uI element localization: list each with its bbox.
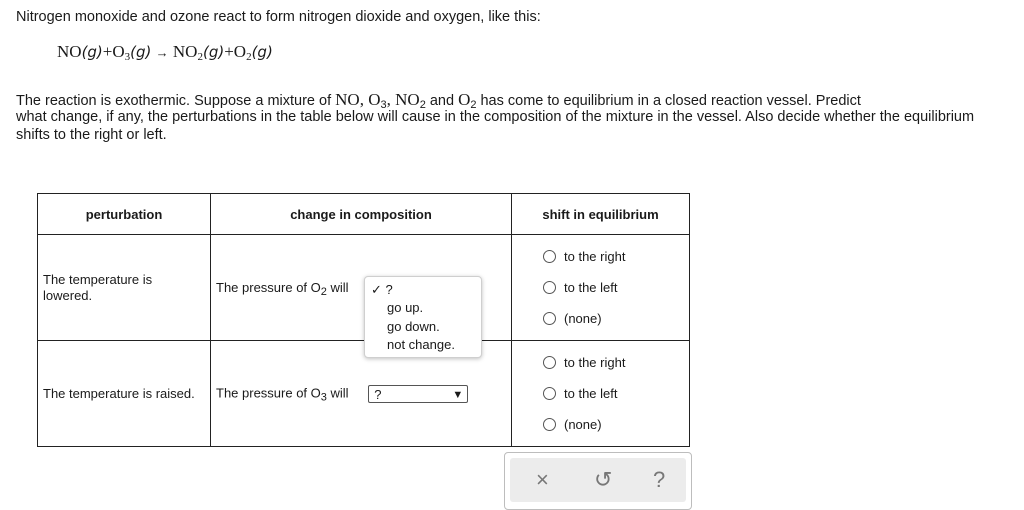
header-shift: shift in equilibrium (512, 194, 690, 235)
change-cell: The pressure of $O_3$ will ? ▼ (211, 341, 512, 447)
radio-left[interactable]: to the left (543, 378, 689, 409)
radio-left[interactable]: to the left (543, 272, 689, 303)
radio-right[interactable]: to the right (543, 241, 689, 272)
change-cell: The pressure of $O_2$ will (211, 235, 512, 341)
close-icon[interactable]: × (536, 467, 549, 492)
radio-right[interactable]: to the right (543, 347, 689, 378)
header-change: change in composition (211, 194, 512, 235)
header-perturbation: perturbation (38, 194, 211, 235)
radio-none[interactable]: (none) (543, 303, 689, 334)
radio-circle[interactable] (543, 312, 556, 325)
shift-cell (512, 341, 690, 447)
chevron-down-icon: ▼ (452, 388, 464, 401)
radio-circle[interactable] (543, 356, 556, 369)
radio-circle[interactable] (543, 250, 556, 263)
answer-toolbar (504, 452, 692, 510)
chemical-equation: $NO(g)+O_3(g) \to NO_2(g)+O_2(g)$ (57, 42, 273, 63)
dropdown-option[interactable]: go down. (387, 319, 440, 334)
table-row (38, 341, 690, 447)
perturbation-cell: The temperature is raised. (38, 341, 211, 447)
radio-circle[interactable] (543, 418, 556, 431)
dropdown-option[interactable]: go up. (387, 300, 424, 315)
intro-text: Nitrogen monoxide and ozone react to form nitrogen dioxide and oxygen, like this: (16, 9, 541, 25)
dropdown-option[interactable]: not change. (387, 337, 455, 352)
composition-dropdown-menu[interactable] (364, 276, 482, 358)
checkmark-icon: ✓ ? (371, 282, 393, 297)
help-icon[interactable]: ? (653, 467, 666, 492)
undo-icon[interactable]: ↺ (594, 467, 613, 492)
composition-select[interactable]: ? ▼ (368, 385, 468, 403)
radio-none[interactable]: (none) (543, 409, 689, 440)
radio-circle[interactable] (543, 281, 556, 294)
radio-circle[interactable] (543, 387, 556, 400)
perturbation-cell: The temperature is lowered. (38, 235, 211, 341)
shift-cell (512, 235, 690, 341)
question-description: The reaction is exothermic. Suppose a mixture of NO, $O_3$, $NO_2$ and $O_2$ has come to equilibrium in a closed reaction vessel. Predict what change, if any, the perturbations in the table below will cause in the composition of the mixture in the vessel. Also decide whether the equilibrium shifts to the right or left. (16, 90, 975, 143)
